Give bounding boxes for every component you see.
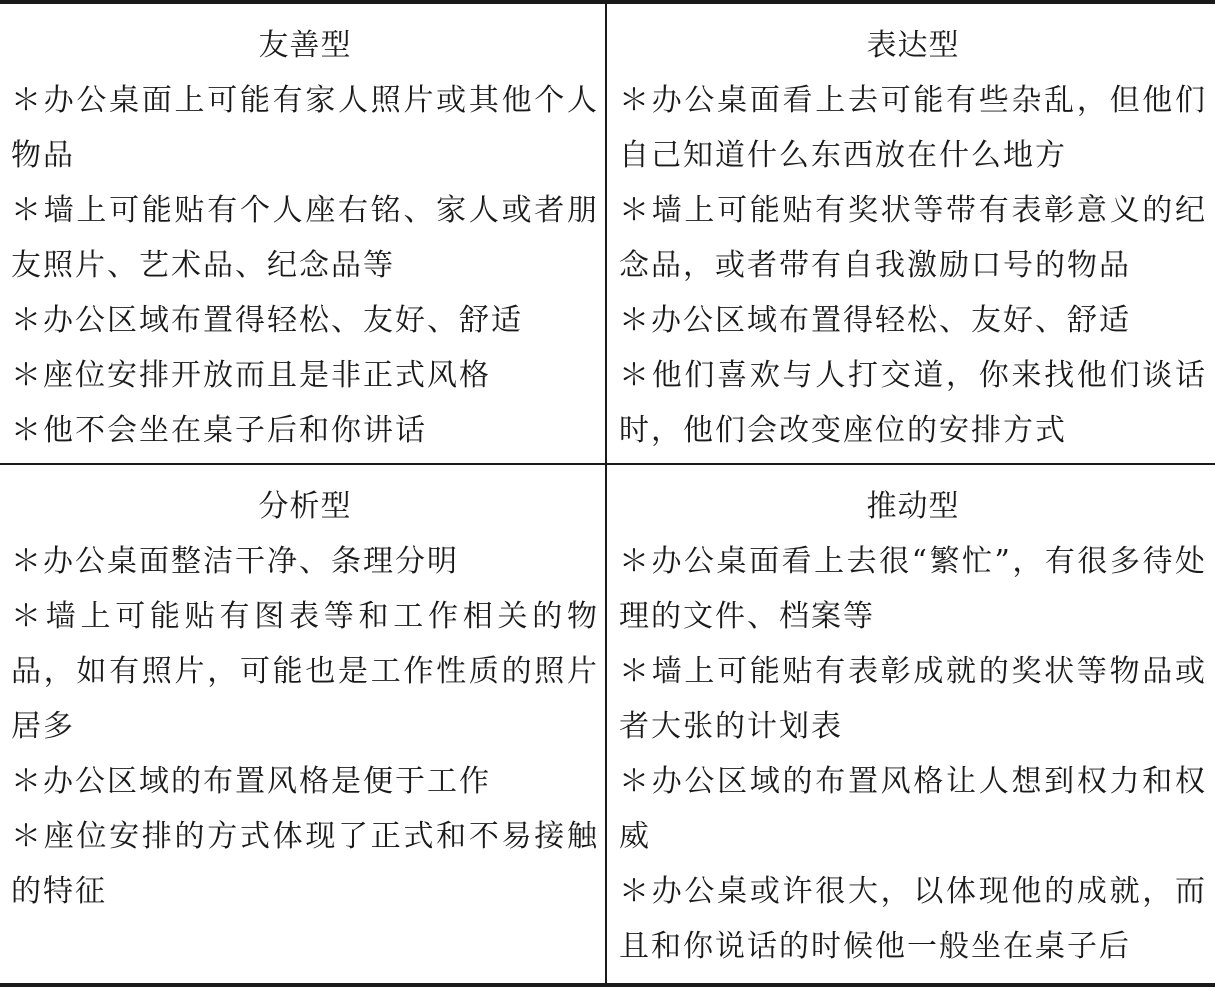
cell-title-amiable: 友善型 [258,28,352,63]
cell-analytical [0,464,606,985]
list-item: ＊办公区域的布置风格是便于工作 [11,764,491,799]
list-item: ＊墙上可能贴有奖状等带有表彰意义的纪念品，或者带有自我激励口号的物品 [619,193,1207,283]
list-item: ＊他不会坐在桌子后和你讲话 [11,413,427,448]
list-item: ＊座位安排的方式体现了正式和不易接触的特征 [11,819,599,909]
cell-title-driver: 推动型 [866,489,960,524]
list-item: ＊他们喜欢与人打交道，你来找他们谈话时，他们会改变座位的安排方式 [619,358,1207,448]
list-item: ＊墙上可能贴有个人座右铭、家人或者朋友照片、艺术品、纪念品等 [11,193,599,283]
cell-title-analytical: 分析型 [258,489,352,524]
list-item: ＊办公区域布置得轻松、友好、舒适 [619,303,1131,338]
table-row [0,464,1215,985]
list-item: ＊办公桌面看上去很“繁忙”，有很多待处理的文件、档案等 [619,544,1207,634]
cell-expressive [606,2,1215,464]
cell-driver [606,464,1215,985]
cell-amiable [0,2,606,464]
list-item: ＊办公桌面整洁干净、条理分明 [11,544,459,579]
table-row [0,2,1215,464]
list-item: ＊办公桌面看上去可能有些杂乱，但他们自己知道什么东西放在什么地方 [619,83,1207,173]
list-item: ＊墙上可能贴有表彰成就的奖状等物品或者大张的计划表 [619,654,1207,744]
list-item: ＊墙上可能贴有图表等和工作相关的物品，如有照片，可能也是工作性质的照片居多 [11,599,599,744]
list-item: ＊座位安排开放而且是非正式风格 [11,358,491,393]
cell-title-expressive: 表达型 [866,28,960,63]
list-item: ＊办公区域布置得轻松、友好、舒适 [11,303,523,338]
list-item: ＊办公桌或许很大，以体现他的成就，而且和你说话的时候他一般坐在桌子后 [619,874,1207,964]
list-item: ＊办公桌面上可能有家人照片或其他个人物品 [11,83,599,173]
list-item: ＊办公区域的布置风格让人想到权力和权威 [619,764,1207,854]
